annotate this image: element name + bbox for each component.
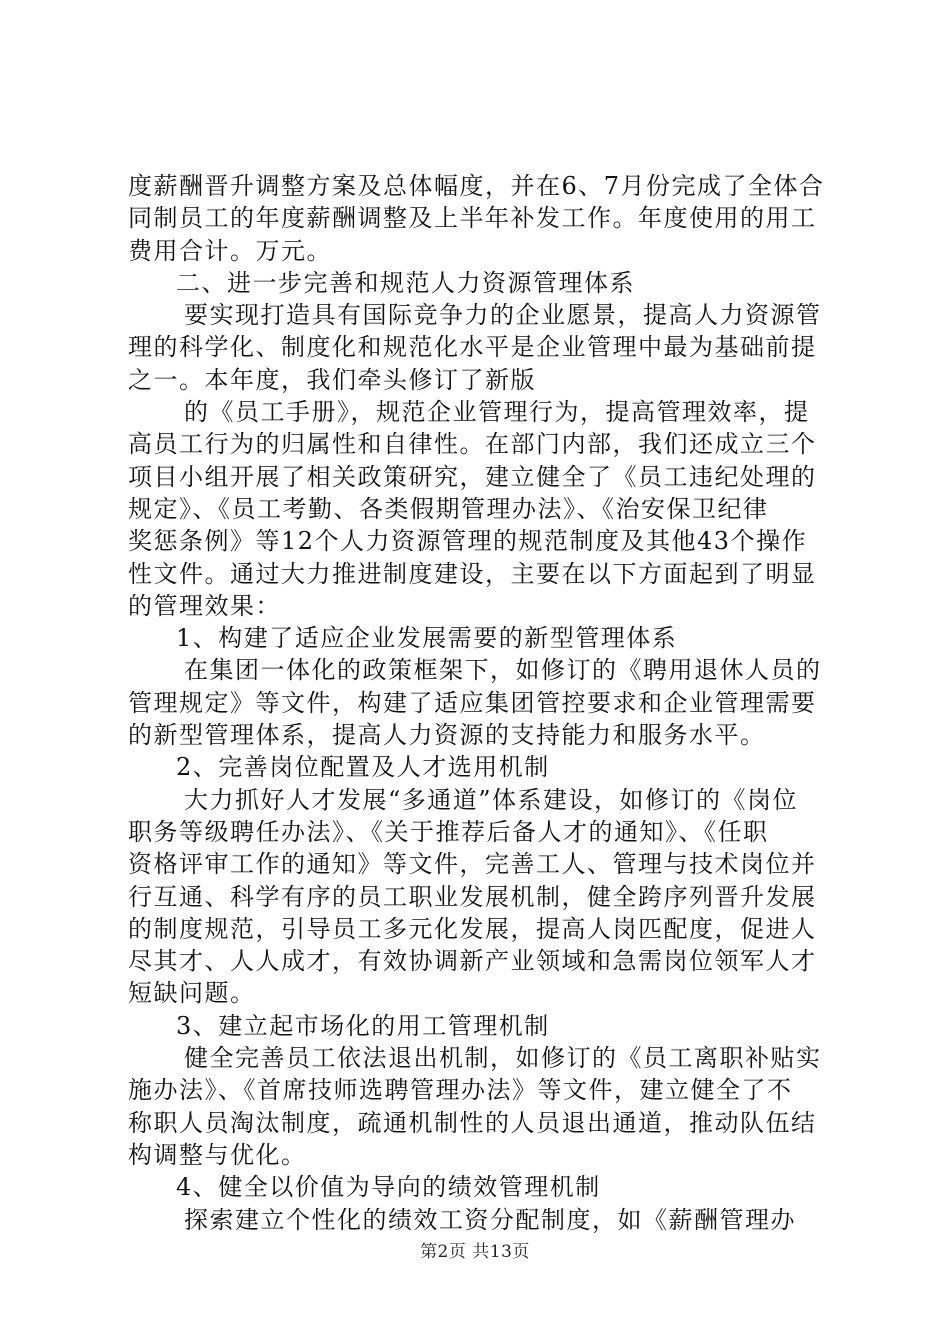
paragraph-line: 项目小组开展了相关政策研究，建立健全了《员工违纪处理的	[128, 462, 817, 491]
paragraph-line: 度薪酬晋升调整方案及总体幅度，并在6、7月份完成了全体合	[128, 172, 825, 200]
section-heading-line: 二、进一步完善和规范人力资源管理体系	[176, 268, 635, 297]
paragraph-line: 性文件。通过大力推进制度建设，主要在以下方面起到了明显	[128, 559, 817, 588]
paragraph-line: 的制度规范，引导员工多元化发展，提高人岗匹配度，促进人	[128, 914, 817, 943]
section-heading-line: 4、健全以价值为导向的绩效管理机制	[176, 1173, 601, 1202]
paragraph-line: 奖惩条例》等12个人力资源管理的规范制度及其他43个操作	[128, 527, 808, 556]
paragraph-line: 短缺问题。	[128, 979, 256, 1008]
paragraph-line: 构调整与优化。	[128, 1140, 307, 1169]
section-heading-line: 3、建立起市场化的用工管理机制	[176, 1011, 550, 1040]
paragraph-line: 理的科学化、制度化和规范化水平是企业管理中最为基础前提	[128, 333, 817, 362]
paragraph-line: 职务等级聘任办法》、《关于推荐后备人才的通知》、《任职	[128, 817, 769, 846]
paragraph-line: 的新型管理体系，提高人力资源的支持能力和服务水平。	[128, 721, 766, 750]
paragraph-line: 探索建立个性化的绩效工资分配制度，如《薪酬管理办	[184, 1205, 796, 1234]
paragraph-line: 的《员工手册》，规范企业管理行为，提高管理效率，提	[184, 398, 810, 427]
paragraph-line: 大力抓好人才发展“多通道”体系建设，如修订的《岗位	[184, 785, 799, 814]
paragraph-line: 高员工行为的归属性和自律性。在部门内部，我们还成立三个	[128, 430, 817, 459]
paragraph-line: 费用合计。万元。	[128, 236, 332, 265]
paragraph-line: 管理规定》等文件，构建了适应集团管控要求和企业管理需要	[128, 688, 817, 717]
paragraph-line: 在集团一体化的政策框架下，如修订的《聘用退休人员的	[184, 656, 822, 685]
document-body	[128, 170, 828, 1236]
section-heading-line: 1、构建了适应企业发展需要的新型管理体系	[176, 624, 678, 653]
paragraph-line: 资格评审工作的通知》等文件，完善工人、管理与技术岗位并	[128, 850, 817, 879]
paragraph-line: 行互通、科学有序的员工职业发展机制，健全跨序列晋升发展	[128, 882, 817, 911]
paragraph-line: 规定》、《员工考勤、各类假期管理办法》、《治安保卫纪律	[128, 494, 769, 523]
paragraph-line: 之一。本年度，我们牵头修订了新版	[128, 365, 536, 394]
paragraph-line: 的管理效果：	[128, 591, 281, 620]
section-heading-line: 2、完善岗位配置及人才选用机制	[176, 753, 550, 782]
page-number-footer: 第2页 共13页	[420, 1242, 530, 1262]
paragraph-line: 尽其才、人人成才，有效协调新产业领域和急需岗位领军人才	[128, 947, 817, 976]
paragraph-line: 施办法》、《首席技师选聘管理办法》等文件，建立健全了不	[128, 1076, 793, 1105]
paragraph-line: 同制员工的年度薪酬调整及上半年补发工作。年度使用的用工	[128, 204, 817, 233]
paragraph-line: 要实现打造具有国际竞争力的企业愿景，提高人力资源管	[184, 301, 822, 330]
paragraph-line: 称职人员淘汰制度，疏通机制性的人员退出通道，推动队伍结	[128, 1108, 817, 1137]
paragraph-line: 健全完善员工依法退出机制，如修订的《员工离职补贴实	[184, 1044, 822, 1073]
